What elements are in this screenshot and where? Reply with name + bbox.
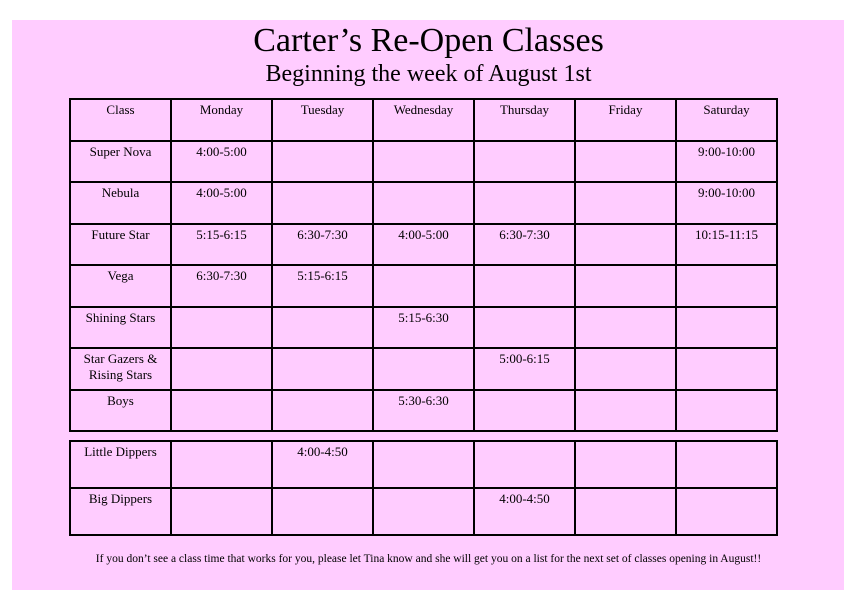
time-cell: 5:15-6:15 <box>272 265 373 307</box>
time-cell: 10:15-11:15 <box>676 224 777 266</box>
table-row <box>70 488 777 535</box>
footer-note: If you don’t see a class time that works for you, please let Tina know and she will get you on a list for the next set of classes opening in August!! <box>95 553 762 565</box>
time-cell <box>373 182 474 224</box>
column-header: Class <box>70 99 171 141</box>
dippers-table <box>69 440 778 536</box>
column-header: Saturday <box>676 99 777 141</box>
column-header: Friday <box>575 99 676 141</box>
schedule-table <box>69 98 778 432</box>
table-row <box>70 390 777 432</box>
time-cell <box>676 348 777 390</box>
column-header: Wednesday <box>373 99 474 141</box>
class-name-cell: Big Dippers <box>70 488 171 535</box>
time-cell <box>171 348 272 390</box>
time-cell <box>373 441 474 488</box>
table-row <box>70 307 777 349</box>
time-cell <box>171 441 272 488</box>
table-row <box>70 182 777 224</box>
time-cell <box>171 307 272 349</box>
time-cell: 5:15-6:30 <box>373 307 474 349</box>
class-name-cell: Boys <box>70 390 171 432</box>
time-cell: 5:30-6:30 <box>373 390 474 432</box>
time-cell <box>575 265 676 307</box>
class-name-cell: Star Gazers & Rising Stars <box>70 348 171 390</box>
time-cell <box>474 390 575 432</box>
time-cell: 6:30-7:30 <box>272 224 373 266</box>
table-row <box>70 224 777 266</box>
time-cell <box>575 390 676 432</box>
time-cell <box>474 141 575 183</box>
time-cell: 4:00-4:50 <box>272 441 373 488</box>
time-cell <box>171 390 272 432</box>
time-cell <box>474 265 575 307</box>
time-cell <box>575 224 676 266</box>
table-row <box>70 348 777 390</box>
class-name-cell: Little Dippers <box>70 441 171 488</box>
time-cell <box>272 141 373 183</box>
time-cell: 6:30-7:30 <box>474 224 575 266</box>
table-row <box>70 141 777 183</box>
page-title: Carter’s Re-Open Classes <box>253 22 604 59</box>
time-cell: 9:00-10:00 <box>676 182 777 224</box>
time-cell <box>474 307 575 349</box>
time-cell <box>575 182 676 224</box>
class-name-cell: Nebula <box>70 182 171 224</box>
time-cell <box>373 488 474 535</box>
time-cell: 5:00-6:15 <box>474 348 575 390</box>
time-cell <box>575 307 676 349</box>
class-name-cell: Vega <box>70 265 171 307</box>
time-cell <box>474 182 575 224</box>
time-cell <box>272 182 373 224</box>
time-cell <box>272 307 373 349</box>
class-name-cell: Shining Stars <box>70 307 171 349</box>
table-row <box>70 441 777 488</box>
time-cell <box>676 390 777 432</box>
time-cell <box>272 348 373 390</box>
time-cell: 9:00-10:00 <box>676 141 777 183</box>
column-header: Thursday <box>474 99 575 141</box>
time-cell <box>373 265 474 307</box>
time-cell: 4:00-4:50 <box>474 488 575 535</box>
class-name-cell: Future Star <box>70 224 171 266</box>
time-cell <box>575 141 676 183</box>
time-cell <box>575 488 676 535</box>
time-cell: 4:00-5:00 <box>171 182 272 224</box>
time-cell <box>676 307 777 349</box>
column-header: Monday <box>171 99 272 141</box>
time-cell <box>676 265 777 307</box>
header-row <box>70 99 777 141</box>
time-cell <box>272 390 373 432</box>
time-cell: 4:00-5:00 <box>171 141 272 183</box>
time-cell: 5:15-6:15 <box>171 224 272 266</box>
table-row <box>70 265 777 307</box>
time-cell <box>373 141 474 183</box>
column-header: Tuesday <box>272 99 373 141</box>
time-cell <box>373 348 474 390</box>
time-cell <box>575 348 676 390</box>
time-cell: 6:30-7:30 <box>171 265 272 307</box>
time-cell: 4:00-5:00 <box>373 224 474 266</box>
time-cell <box>676 441 777 488</box>
time-cell <box>272 488 373 535</box>
page-subtitle: Beginning the week of August 1st <box>265 61 592 87</box>
time-cell <box>474 441 575 488</box>
time-cell <box>575 441 676 488</box>
time-cell <box>676 488 777 535</box>
class-name-cell: Super Nova <box>70 141 171 183</box>
time-cell <box>171 488 272 535</box>
